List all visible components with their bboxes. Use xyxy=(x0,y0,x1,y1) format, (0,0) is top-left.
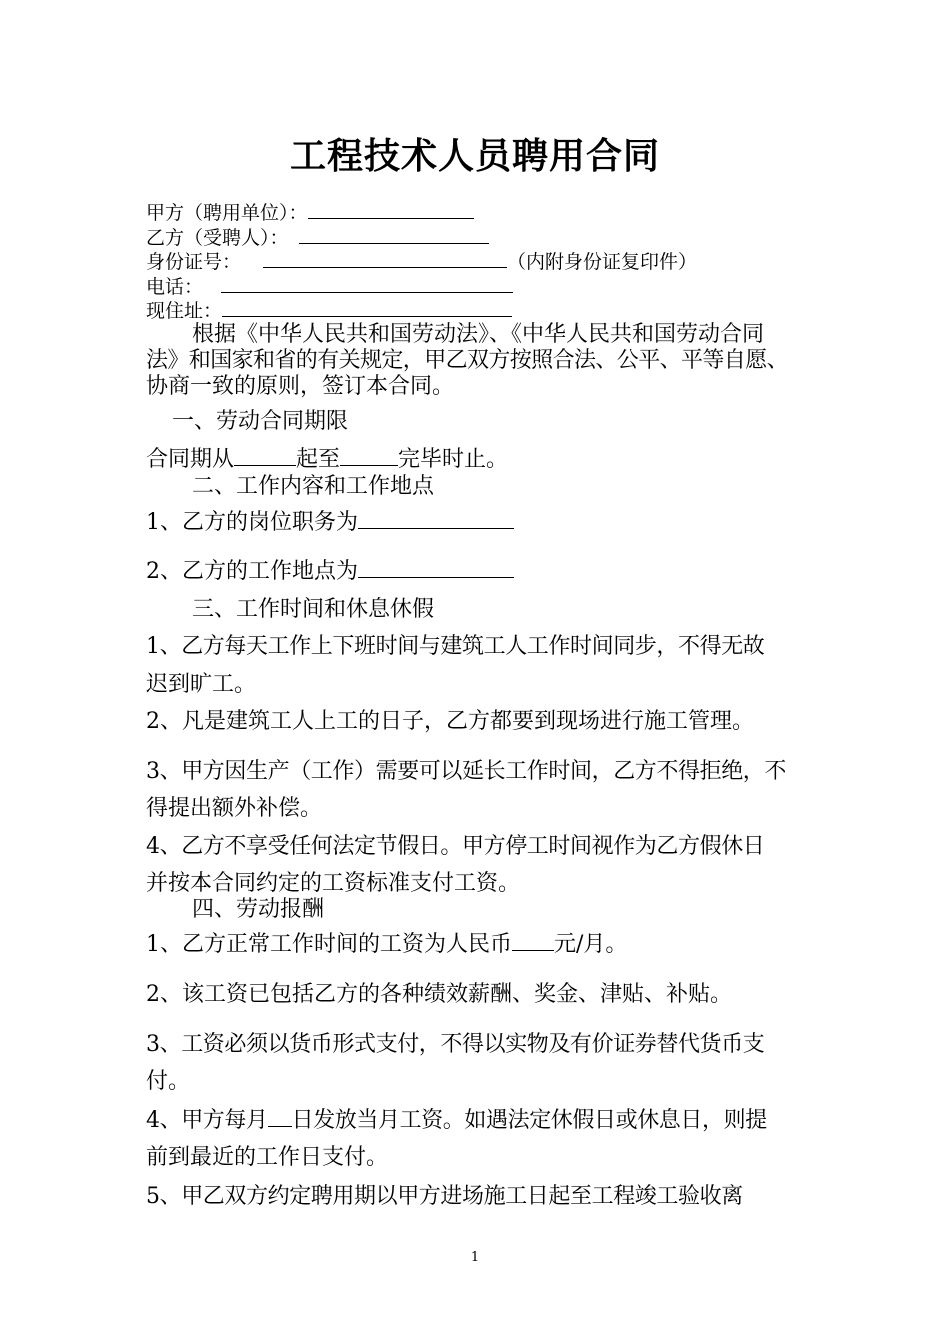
address-blank xyxy=(222,299,512,317)
s3-item4-line1: 4、乙方不享受任何法定节假日。甲方停工时间视作为乙方假休日 xyxy=(146,834,765,859)
s3-item4-line2: 并按本合同约定的工资标准支付工资。 xyxy=(146,871,521,896)
salary-line xyxy=(146,930,627,960)
id-number-line xyxy=(146,250,697,274)
s4-item2: 2、该工资已包括乙方的各种绩效薪酬、奖金、津贴、补贴。 xyxy=(146,982,732,1007)
party-b-line xyxy=(146,226,489,250)
workplace-label: 2、乙方的工作地点为 xyxy=(146,559,358,584)
address-label: 现住址： xyxy=(146,300,223,322)
payday-label: 4、甲方每月 xyxy=(146,1108,268,1133)
s3-item2: 2、凡是建筑工人上工的日子，乙方都要到现场进行施工管理。 xyxy=(146,709,754,734)
s4-item5-line1: 5、甲乙双方约定聘用期以甲方进场施工日起至工程竣工验收离 xyxy=(146,1184,743,1209)
section-1-heading: 一、劳动合同期限 xyxy=(172,409,349,434)
preamble-line-1: 根据《中华人民共和国劳动法》、《中华人民共和国劳动合同 xyxy=(192,322,765,347)
position-label: 1、乙方的岗位职务为 xyxy=(146,510,358,535)
s4-item3-line1: 3、工资必须以货币形式支付，不得以实物及有价证券替代货币支 xyxy=(146,1032,765,1057)
s4-item3-line2: 付。 xyxy=(146,1069,191,1094)
section-2-heading: 二、工作内容和工作地点 xyxy=(192,474,435,499)
workplace-line xyxy=(146,557,514,587)
party-b-label: 乙方（受聘人）： xyxy=(146,227,289,249)
party-b-blank xyxy=(299,226,489,244)
term-end-blank xyxy=(340,447,398,466)
id-number-blank xyxy=(263,250,507,268)
id-number-note: （内附身份证复印件） xyxy=(507,251,698,273)
page-title: 工程技术人员聘用合同 xyxy=(289,136,660,177)
phone-label: 电话： xyxy=(146,276,204,298)
party-a-line xyxy=(146,201,474,225)
position-line xyxy=(146,508,514,538)
payday-blank xyxy=(268,1108,292,1127)
position-blank xyxy=(358,510,514,529)
s3-item1-line1: 1、乙方每天工作上下班时间与建筑工人工作时间同步，不得无故 xyxy=(146,634,765,659)
address-line xyxy=(146,299,512,323)
party-a-blank xyxy=(308,201,474,219)
section-4-heading: 四、劳动报酬 xyxy=(192,897,325,922)
payday-rule: 日发放当月工资。如遇法定休假日或休息日，则提 xyxy=(291,1108,767,1133)
phone-blank xyxy=(221,275,513,293)
preamble-line-2: 法》和国家和省的有关规定，甲乙双方按照合法、公平、平等自愿、 xyxy=(146,348,789,373)
salary-label: 1、乙方正常工作时间的工资为人民币 xyxy=(146,932,512,957)
salary-unit: 元/月。 xyxy=(554,932,628,957)
s4-item4-line1 xyxy=(146,1106,767,1136)
s3-item3-line2: 得提出额外补偿。 xyxy=(146,796,323,821)
s4-item4-line2: 前到最近的工作日支付。 xyxy=(146,1145,389,1170)
contract-term-line xyxy=(146,445,508,475)
workplace-blank xyxy=(358,559,514,578)
page-number: 1 xyxy=(470,1250,480,1265)
preamble-line-3: 协商一致的原则，签订本合同。 xyxy=(146,374,455,399)
section-3-heading: 三、工作时间和休息休假 xyxy=(192,597,435,622)
party-a-label: 甲方（聘用单位）： xyxy=(146,202,308,224)
term-start-blank xyxy=(234,447,296,466)
s3-item3-line1: 3、甲方因生产（工作）需要可以延长工作时间，乙方不得拒绝，不 xyxy=(146,759,786,784)
salary-amount-blank xyxy=(512,932,554,951)
term-end-label: 完毕时止。 xyxy=(398,447,509,472)
id-number-label: 身份证号： xyxy=(146,251,242,273)
phone-line xyxy=(146,275,513,299)
term-to-label: 起至 xyxy=(296,447,341,472)
s3-item1-line2: 迟到旷工。 xyxy=(146,672,257,697)
term-from-label: 合同期从 xyxy=(146,447,235,472)
